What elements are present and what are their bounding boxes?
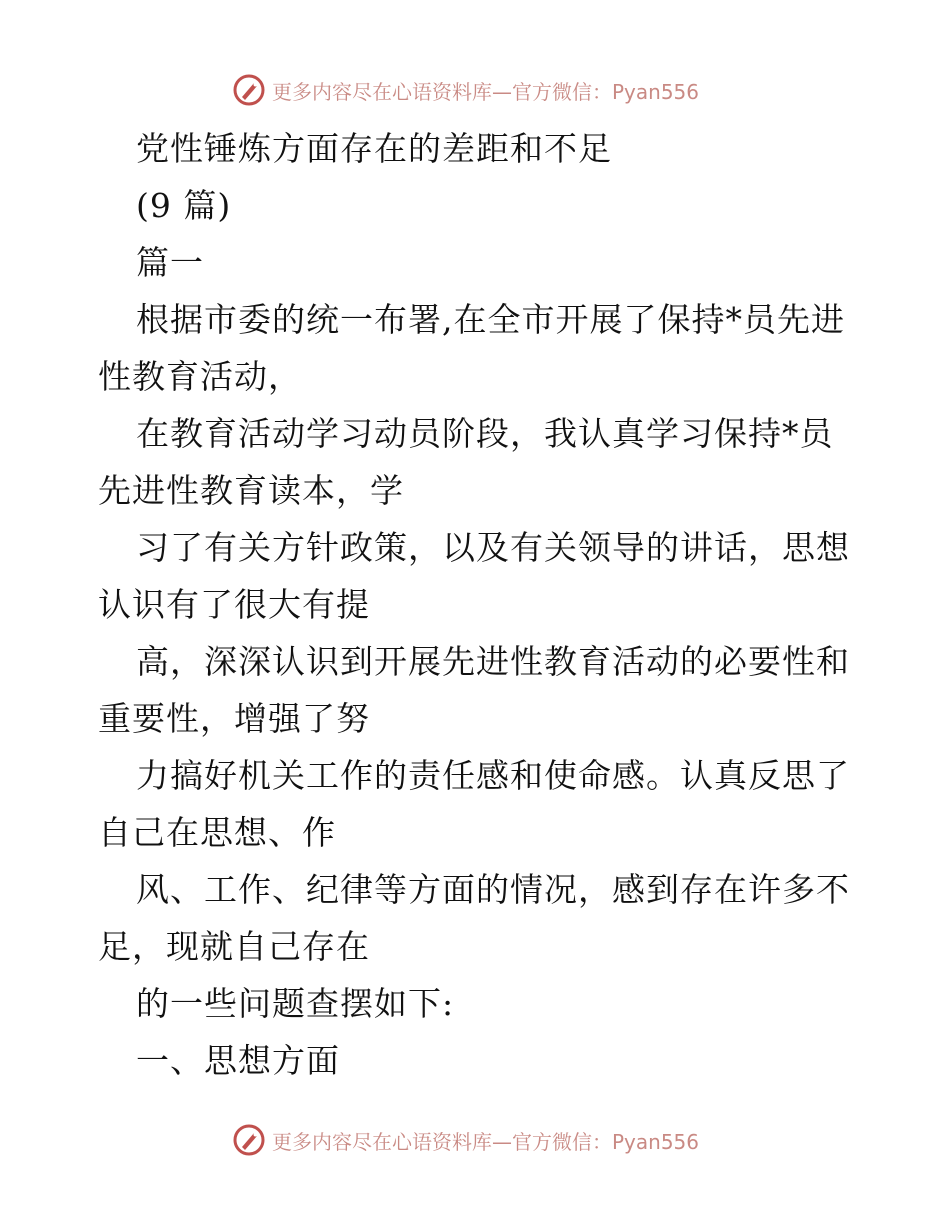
paragraph-line: 在教育活动学习动员阶段，我认真学习保持*员 xyxy=(136,414,834,453)
paragraph-line: 习了有关方针政策，以及有关领导的讲话，思想 xyxy=(136,528,850,567)
paragraph-line: 足，现就自己存在 xyxy=(98,927,370,966)
footer-watermark-banner xyxy=(232,1120,699,1160)
paragraph-line: 的一些问题查摆如下: xyxy=(136,984,455,1023)
footer-watermark-text: 更多内容尽在心语资料库—官方微信：Pyan556 xyxy=(272,1129,700,1154)
section-heading: 篇一 xyxy=(136,243,204,282)
header-watermark-text: 更多内容尽在心语资料库—官方微信：Pyan556 xyxy=(272,79,700,104)
paragraph-line: 性教育活动， xyxy=(98,357,302,396)
paragraph-line: 高，深深认识到开展先进性教育活动的必要性和 xyxy=(136,642,850,681)
paragraph-line: 自己在思想、作 xyxy=(98,813,336,852)
paragraph-line: 重要性，增强了努 xyxy=(98,699,370,738)
subsection-heading: 一、思想方面 xyxy=(136,1041,340,1080)
pen-nib-logo-icon xyxy=(232,73,266,107)
pen-nib-logo-icon xyxy=(232,1123,266,1157)
document-title: 党性锤炼方面存在的差距和不足 xyxy=(136,129,612,168)
paragraph-line: 风、工作、纪律等方面的情况，感到存在许多不 xyxy=(136,870,850,909)
paragraph-line: 认识有了很大有提 xyxy=(98,585,370,624)
paragraph-line: 力搞好机关工作的责任感和使命感。认真反思了 xyxy=(136,756,850,795)
header-watermark-banner xyxy=(232,70,699,110)
paragraph-line: 根据市委的统一布署,在全市开展了保持*员先进 xyxy=(136,300,845,339)
document-body xyxy=(98,120,858,1089)
paragraph-line: 先进性教育读本，学 xyxy=(98,471,404,510)
document-subtitle: (9 篇) xyxy=(136,186,232,225)
